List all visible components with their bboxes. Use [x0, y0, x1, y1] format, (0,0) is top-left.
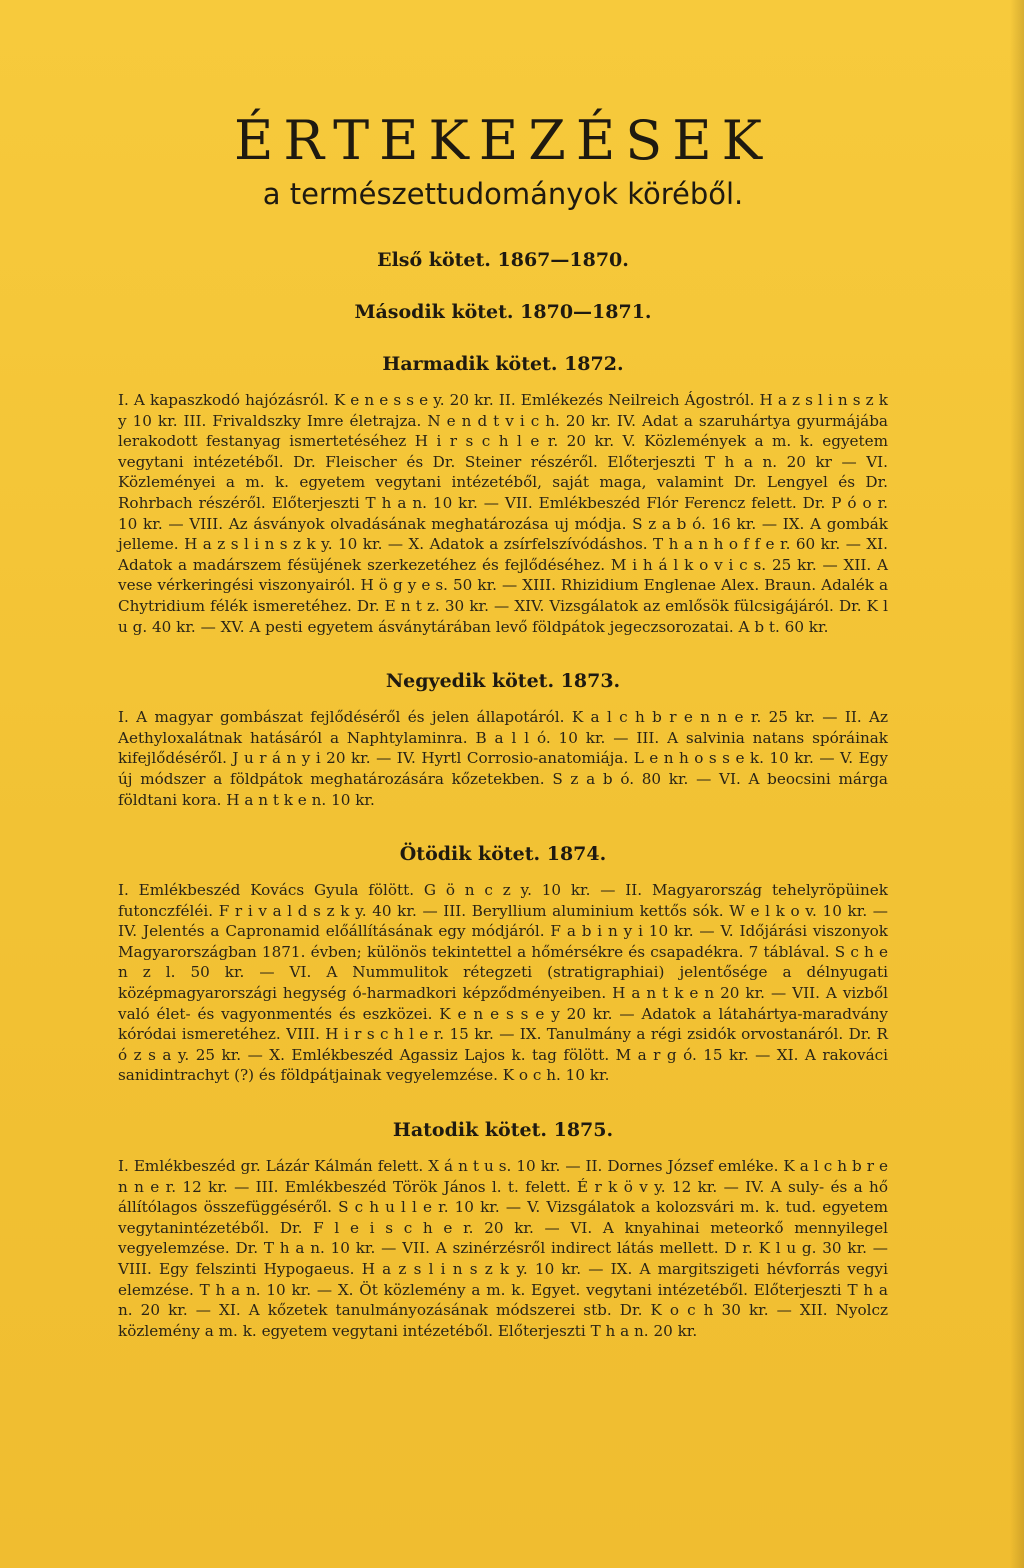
volume-6-heading: Hatodik kötet. 1875. [392, 1119, 614, 1142]
volume-5-text: I. Emlékbeszéd Kovács Gyula fölött. G ö n c z y. 10 kr. — II. Magyarország tehelyröpüinek futonczféléi. F r i v a l d s z k y. 40 kr. — III. Beryllium aluminium kettős sók. W e l k o v. 10 kr. — IV. Jelentés a Capronamid előállításának egy módjáról. F a b i n y i 10 kr. — V. Időjárási viszonyok Magyarországban 1871. évben; különös tekintettel a hőmérsékre és csapadékra. 7 táblával. S c h e n z l. 50 kr. — VI. A Nummulitok rétegzeti (stratigraphiai) jelentősége a délnyugati középmagyarországi hegység ó-harmadkori képződményeiben. H a n t k e n 20 kr. — VII. A vizből való élet- és vagyonmentés és eszközei. K e n e s s e y 20 kr. — Adatok a látahártya-maradvány kóródai ismeretéhez. VIII. H i r s c h l e r. 15 kr. — IX. Tanulmány a régi zsidók orvostanáról. Dr. R ó z s a y. 25 kr. — X. Emlékbeszéd Agassiz Lajos k. tag fölött. M a r g ó. 15 kr. — XI. A rakováci sanidintrachyt (?) és földpátjainak vegyelemzése. K o c h. 10 kr. [118, 881, 888, 1085]
volume-5-heading: Ötödik kötet. 1874. [399, 843, 607, 866]
paper-edge-shadow [1010, 0, 1024, 1568]
volume-4-heading: Negyedik kötet. 1873. [385, 670, 621, 693]
volume-4-text: I. A magyar gombászat fejlődéséről és jelen állapotáról. K a l c h b r e n n e r. 25 kr. — II. Az Aethyloxalátnak hatásáról a Naphtylaminra. B a l l ó. 10 kr. — III. A salvinia natans spóráinak kifejlődéséről. J u r á n y i 20 kr. — IV. Hyrtl Corrosio-anatomiája. L e n h o s s e k. 10 kr. — V. Egy új módszer a földpátok meghatározására kőzetekben. S z a b ó. 80 kr. — VI. A beocsini márga földtani kora. H a n t k e n. 10 kr. [118, 708, 888, 809]
document-content [118, 108, 888, 1341]
volume-2-heading: Második kötet. 1870—1871. [354, 301, 652, 323]
volume-3-heading: Harmadik kötet. 1872. [382, 353, 624, 375]
volume-6-text: I. Emlékbeszéd gr. Lázár Kálmán felett. X á n t u s. 10 kr. — II. Dornes József emléke. K a l c h b r e n n e r. 12 kr. — III. Emlékbeszéd Török János l. t. felett. É r k ö v y. 12 kr. — IV. A suly- és a hő állítólagos összefüggéséről. S c h u l l e r. 10 kr. — V. Vizsgálatok a kolozsvári m. k. tud. egyetem vegytanintézetéből. Dr. F l e i s c h e r. 20 kr. — VI. A knyahinai meteorkő mennyilegel vegyelemzése. Dr. T h a n. 10 kr. — VII. A szinérzésről indirect látás mellett. D r. K l u g. 30 kr. — VIII. Egy felszinti Hypogaeus. H a z s l i n s z k y. 10 kr. — IX. A margitszigeti hévforrás vegyi elemzése. T h a n. 10 kr. — X. Öt közlemény a m. k. Egyet. vegytani intézetéből. Előterjeszti T h a n. 20 kr. — XI. A kőzetek tanulmányozásának módszerei stb. Dr. K o c h 30 kr. — XII. Nyolcz közlemény a m. k. egyetem vegytani intézetéből. Előterjeszti T h a n. 20 kr. [118, 1157, 888, 1340]
subtitle: a természettudományok köréből. [262, 177, 744, 211]
volume-1-heading: Első kötet. 1867—1870. [377, 249, 629, 271]
main-title: ÉRTEKEZÉSEK [233, 109, 773, 172]
volume-3-text: I. A kapaszkodó hajózásról. K e n e s s e y. 20 kr. II. Emlékezés Neilreich Ágostról. H a z s l i n s z k y 10 kr. III. Frivaldszky Imre életrajza. N e n d t v i c h. 20 kr. IV. Adat a szaruhártya gyurmájába lerakodott festanyag ismertetéséhez H i r s c h l e r. 20 kr. V. Közlemények a m. k. egyetem vegytani intézetéből. Dr. Fleischer és Dr. Steiner részéről. Előterjeszti T h a n. 20 kr — VI. Közleményei a m. k. egyetem vegytani intézetéből, saját maga, valamint Dr. Lengyel és Dr. Rohrbach részéről. Előterjeszti T h a n. 10 kr. — VII. Emlékbeszéd Flór Ferencz felett. Dr. P ó o r. 10 kr. — VIII. Az ásványok olvadásának meghatározása uj módja. S z a b ó. 16 kr. — IX. A gombák jelleme. H a z s l i n s z k y. 10 kr. — X. Adatok a zsírfelszívódáshos. T h a n h o f f e r. 60 kr. — XI. Adatok a madárszem fésüjének szerkezetéhez és fejlődéséhez. M i h á l k o v i c s. 25 kr. — XII. A vese vérkeringési viszonyairól. H ö g y e s. 50 kr. — XIII. Rhizidium Englenae Alex. Braun. Adalék a Chytridium félék ismeretéhez. Dr. E n t z. 30 kr. — XIV. Vizsgálatok az emlősök fülcsigájáról. Dr. K l u g. 40 kr. — XV. A pesti egyetem ásványtárában levő földpátok jegeczsorozatai. A b t. 60 kr. [118, 391, 888, 636]
